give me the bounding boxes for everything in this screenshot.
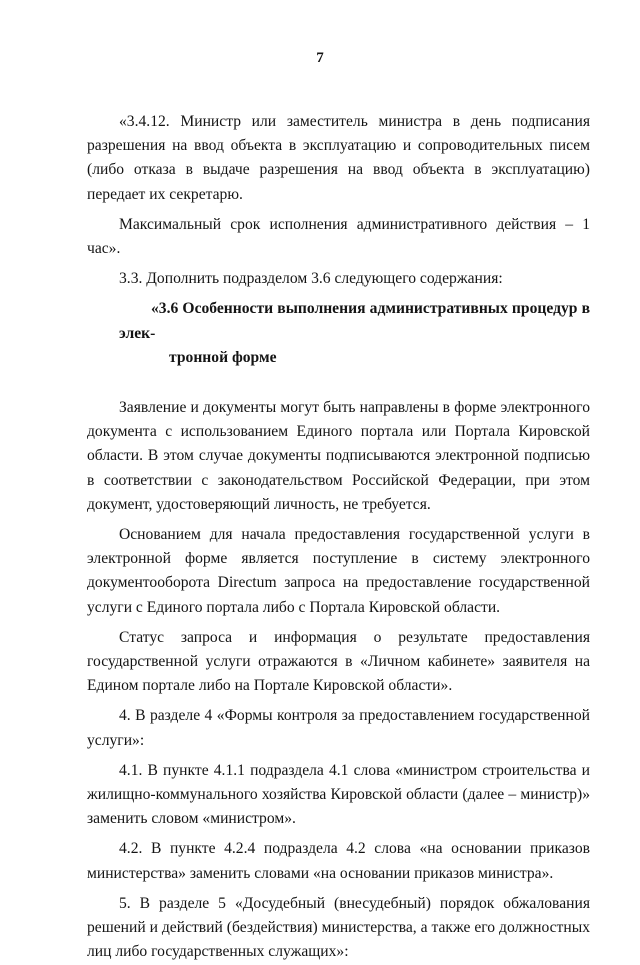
paragraph-3-4-12: «3.4.12. Министр или заместитель министра в день подписания разрешения на ввод объекта в эксплуатацию и сопроводительных писем (либо отказа в выдаче разрешения на ввод объекта в эксплуатацию) передает их секретарю. <box>87 113 590 203</box>
paragraph-max-time: Максимальный срок исполнения административного действия – 1 час». <box>87 215 590 258</box>
section-heading-line-1: «3.6 Особенности выполнения административных процедур в элек- <box>119 300 590 342</box>
paragraph-4-1: 4.1. В пункте 4.1.1 подраздела 4.1 слова «министром строительства и жилищно-коммунального хозяйства Кировской области (далее – министр)» заменить словом «министром». <box>87 761 590 828</box>
section-heading-line-2: тронной форме <box>169 348 277 366</box>
section-heading-3-6 <box>87 297 590 370</box>
paragraph-section-4: 4. В разделе 4 «Формы контроля за предоставлением государственной услуги»: <box>87 707 590 749</box>
paragraph-4-2: 4.2. В пункте 4.2.4 подраздела 4.2 слова «на основании приказов министерства» заменить словами «на основании приказов министра». <box>87 840 590 882</box>
paragraph-basis-for-start: Основанием для начала предоставления государственной услуги в электронной форме является поступление в систему электронного документооборота Directum запроса на предоставление государственной услуги с Единого портала либо с Портала Кировской области. <box>87 526 590 616</box>
page-number: 7 <box>316 50 324 66</box>
paragraph-request-status: Статус запроса и информация о результате предоставления государственной услуги отражаются в «Личном кабинете» заявителя на Едином портале либо на Портале Кировской области». <box>87 628 590 695</box>
document-body <box>87 110 590 965</box>
paragraph-3-3: 3.3. Дополнить подразделом 3.6 следующего содержания: <box>119 270 503 288</box>
paragraph-section-5: 5. В разделе 5 «Досудебный (внесудебный) порядок обжалования решений и действий (бездействия) министерства, а также его должностных лиц либо государственных служащих»: <box>87 894 590 961</box>
paragraph-electronic-documents: Заявление и документы могут быть направлены в форме электронного документа с использованием Единого портала или Портала Кировской области. В этом случае документы подписываются электронной подписью в соответствии с законодательством Российской Федерации, при этом документ, удостоверяющий личность, не требуется. <box>87 399 590 513</box>
